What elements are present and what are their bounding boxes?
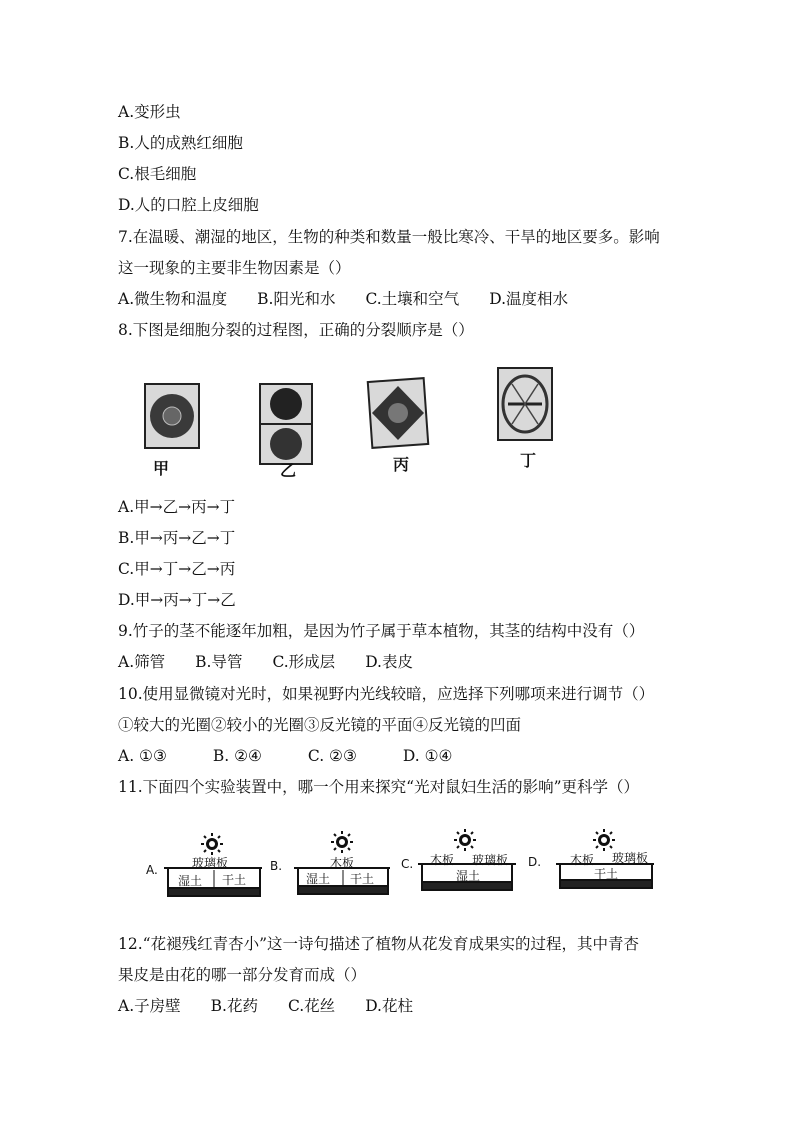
q10-option-a: A. ①③ <box>118 747 167 765</box>
q6-option-d: D.人的口腔上皮细胞 <box>118 196 259 214</box>
q7-option-a: A.微生物和温度 <box>118 290 228 308</box>
setup-c-board-1: 木板 <box>430 853 455 867</box>
sun-icon-b <box>331 831 353 853</box>
sun-icon-c <box>454 829 476 851</box>
cell-division-drawing <box>140 362 560 480</box>
q12-option-b: B.花药 <box>210 997 258 1015</box>
q9-stem: 9.竹子的茎不能逐年加粗，是因为竹子属于草本植物，其茎的结构中没有（） <box>118 622 645 640</box>
q7-stem-line2: 这一现象的主要非生物因素是（） <box>118 259 351 277</box>
setup-d-letter: D. <box>528 855 542 869</box>
sun-icon-d <box>593 829 615 851</box>
setup-c-soil: 湿土 <box>456 869 481 883</box>
q7-stem-line1: 7.在温暖、潮湿的地区，生物的种类和数量一般比寒冷、干旱的地区要多。影响 <box>118 228 660 246</box>
experiment-figure <box>140 826 670 904</box>
q7-option-d: D.温度相水 <box>489 290 569 308</box>
q10-stem: 10.使用显微镜对光时，如果视野内光线较暗，应选择下列哪项来进行调节（） <box>118 685 655 703</box>
q10-items: ①较大的光圈②较小的光圈③反光镜的平面④反光镜的凹面 <box>118 716 522 734</box>
q9-option-b: B.导管 <box>195 653 243 671</box>
q10-option-d: D. ①④ <box>402 747 453 765</box>
setup-d-board-2: 玻璃板 <box>612 851 649 865</box>
q12-option-a: A.子房壁 <box>118 997 181 1015</box>
q10-option-b: B. ②④ <box>212 747 262 765</box>
sun-icon-a <box>201 833 223 855</box>
q8-option-c: C.甲→丁→乙→丙 <box>118 560 236 578</box>
setup-d-board-1: 木板 <box>570 853 595 867</box>
setup-b-board: 木板 <box>330 856 355 870</box>
setup-b-soil-1: 湿土 <box>306 872 331 886</box>
q8-option-d: D.甲→丙→丁→乙 <box>118 591 236 609</box>
label-bing: 丙 <box>393 455 410 474</box>
setup-a-letter: A. <box>146 863 158 877</box>
q12-options <box>118 996 443 1016</box>
q12-option-d: D.花柱 <box>365 997 413 1015</box>
q7-option-b: B.阳光和水 <box>257 290 336 308</box>
q9-option-a: A.筛管 <box>118 653 166 671</box>
q6-option-a: A.变形虫 <box>118 103 181 121</box>
q6-option-c: C.根毛细胞 <box>118 165 197 183</box>
q8-option-a: A.甲→乙→丙→丁 <box>118 498 236 516</box>
q10-option-c: C. ②③ <box>307 747 357 765</box>
q11-stem: 11.下面四个实验装置中，哪一个用来探究“光对鼠妇生活的影响”更科学（） <box>118 778 640 796</box>
q6-option-b: B.人的成熟红细胞 <box>118 134 243 152</box>
label-ding: 丁 <box>520 451 537 470</box>
q8-option-b: B.甲→丙→乙→丁 <box>118 529 236 547</box>
cell-division-figure <box>140 362 560 480</box>
setup-a-board: 玻璃板 <box>192 856 229 870</box>
q9-options <box>118 652 443 672</box>
setup-b-letter: B. <box>270 859 283 873</box>
q7-option-c: C.土壤和空气 <box>365 290 460 308</box>
setup-d-soil: 干土 <box>594 867 619 881</box>
q12-option-c: C.花丝 <box>287 997 336 1015</box>
label-jia: 甲 <box>153 459 170 478</box>
q10-options <box>118 746 482 766</box>
setup-c-letter: C. <box>401 857 414 871</box>
q9-option-c: C.形成层 <box>272 653 336 671</box>
setup-c-board-2: 玻璃板 <box>472 853 509 867</box>
q12-stem-line2: 果皮是由花的哪一部分发育而成（） <box>118 966 367 984</box>
q12-stem-line1: 12.“花褪残红青杏小”这一诗句描述了植物从花发育成果实的过程，其中青杏 <box>118 935 640 953</box>
q7-options <box>118 289 598 309</box>
setup-b-soil-2: 干土 <box>350 872 375 886</box>
q8-stem: 8.下图是细胞分裂的过程图，正确的分裂顺序是（） <box>118 321 474 339</box>
label-yi: 乙 <box>280 461 297 480</box>
setup-a-soil-1: 湿土 <box>178 874 203 888</box>
q9-option-d: D.表皮 <box>365 653 413 671</box>
setup-a-soil-2: 干土 <box>222 873 247 887</box>
